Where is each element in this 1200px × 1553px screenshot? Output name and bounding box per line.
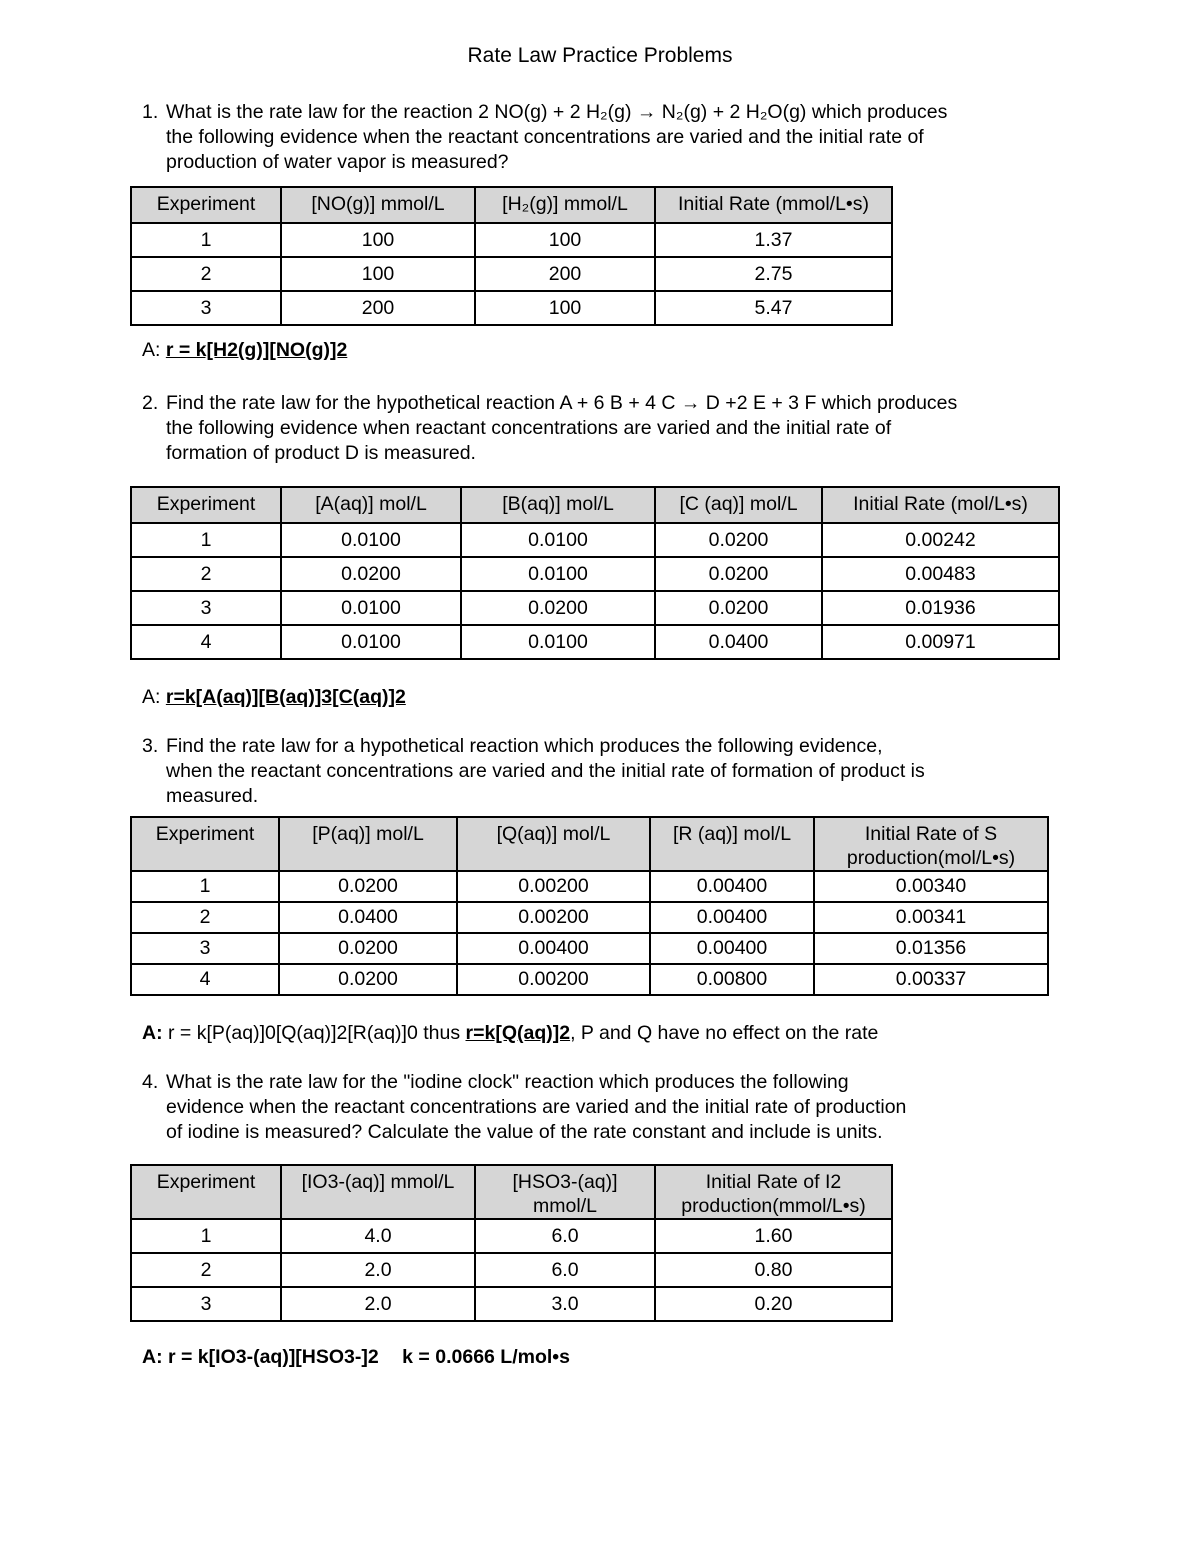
table-cell: 2 — [131, 902, 279, 933]
table-cell: 3 — [131, 591, 281, 625]
table-row — [131, 902, 1048, 933]
answer-label: A: — [142, 686, 161, 708]
table-cell: 2 — [131, 257, 281, 291]
data-table-2 — [130, 486, 1060, 660]
table-cell: 3.0 — [475, 1287, 655, 1321]
question-number: 4. — [142, 1071, 159, 1093]
table-row — [131, 625, 1059, 659]
table-row — [131, 291, 892, 325]
question-2 — [142, 391, 1182, 471]
answer-label: A: — [142, 1022, 163, 1044]
answer-value: r = k[H2(g)][NO(g)]2 — [165, 339, 348, 361]
question-line: Find the rate law for a hypothetical reaction which produces the following evidence, — [166, 735, 883, 757]
question-line: What is the rate law for the "iodine clock" reaction which produces the following — [166, 1071, 849, 1093]
table-cell: 6.0 — [475, 1219, 655, 1253]
header-line: Initial Rate of S — [864, 823, 998, 845]
table-cell: 0.0400 — [655, 625, 822, 659]
question-line: when the reactant concentrations are varied and the initial rate of formation of product is — [166, 760, 925, 782]
table-cell: 2.75 — [655, 257, 892, 291]
table-cell: 4.0 — [281, 1219, 475, 1253]
table-cell: 0.01936 — [822, 591, 1059, 625]
question-line: the following evidence when the reactant concentrations are varied and the initial rate of — [166, 126, 924, 148]
table-row — [131, 523, 1059, 557]
question-line: formation of product D is measured. — [166, 442, 476, 464]
question-line: of iodine is measured? Calculate the value of the rate constant and include is units. — [166, 1121, 883, 1143]
table-cell: 0.20 — [655, 1287, 892, 1321]
header-line: Initial Rate of I2 — [705, 1171, 842, 1193]
question-line: the following evidence when reactant concentrations are varied and the initial rate of — [166, 417, 892, 439]
table-cell: 0.0200 — [655, 557, 822, 591]
table-cell: 0.0200 — [655, 591, 822, 625]
question-4 — [142, 1070, 1182, 1150]
column-header: [P(aq)] mol/L — [279, 817, 457, 871]
table-cell: 0.00483 — [822, 557, 1059, 591]
column-header: [H₂(g)] mmol/L — [475, 187, 655, 223]
table-cell: 100 — [281, 223, 475, 257]
table-row — [131, 933, 1048, 964]
column-header: [Q(aq)] mol/L — [457, 817, 650, 871]
column-header: [A(aq)] mol/L — [281, 487, 461, 523]
column-header: [C (aq)] mol/L — [655, 487, 822, 523]
table-cell: 0.00800 — [650, 964, 814, 995]
column-header: [R (aq)] mol/L — [650, 817, 814, 871]
table-cell: 0.00200 — [457, 871, 650, 902]
table-cell: 0.0400 — [279, 902, 457, 933]
question-line: production of water vapor is measured? — [166, 151, 509, 173]
question-line: What is the rate law for the reaction 2 NO(g) + 2 H₂(g) → N₂(g) + 2 H₂O(g) which produces — [166, 101, 948, 123]
table-cell: 3 — [131, 291, 281, 325]
header-line: production(mmol/L•s) — [681, 1195, 866, 1217]
table-cell: 1 — [131, 1219, 281, 1253]
table-row — [131, 1219, 892, 1253]
table-cell: 0.00971 — [822, 625, 1059, 659]
answer-value: r=k[A(aq)][B(aq)]3[C(aq)]2 — [165, 686, 406, 708]
table-cell: 5.47 — [655, 291, 892, 325]
table-cell: 0.00337 — [814, 964, 1048, 995]
table-cell: 0.0200 — [281, 557, 461, 591]
table-cell: 0.00200 — [457, 964, 650, 995]
table-cell: 4 — [131, 625, 281, 659]
table-cell: 0.0100 — [461, 557, 655, 591]
rate-constant: k = 0.0666 L/mol•s — [402, 1346, 570, 1368]
page-title: Rate Law Practice Problems — [467, 44, 733, 67]
table-cell: 0.0100 — [281, 625, 461, 659]
answer-value: r=k[Q(aq)]2 — [465, 1022, 571, 1044]
table-cell: 0.00400 — [650, 933, 814, 964]
table-cell: 2.0 — [281, 1287, 475, 1321]
column-header — [814, 817, 1048, 871]
question-1 — [142, 100, 1182, 180]
answer-1 — [142, 338, 347, 362]
data-table-3 — [130, 816, 1049, 996]
table-cell: 200 — [475, 257, 655, 291]
table-cell: 1 — [131, 223, 281, 257]
table-cell: 0.00340 — [814, 871, 1048, 902]
table-cell: 0.0100 — [281, 591, 461, 625]
table-row — [131, 257, 892, 291]
table-cell: 0.00200 — [457, 902, 650, 933]
table-cell: 0.0200 — [279, 933, 457, 964]
question-number: 2. — [142, 392, 159, 414]
header-line: mmol/L — [533, 1195, 597, 1217]
table-cell: 6.0 — [475, 1253, 655, 1287]
data-table-4 — [130, 1164, 893, 1322]
table-cell: 0.0200 — [655, 523, 822, 557]
column-header — [655, 1165, 892, 1219]
table-row — [131, 1253, 892, 1287]
table-cell: 0.80 — [655, 1253, 892, 1287]
table-cell: 2 — [131, 557, 281, 591]
table-row — [131, 964, 1048, 995]
answer-working: r = k[P(aq)]0[Q(aq)]2[R(aq)]0 thus — [168, 1022, 461, 1044]
table-cell: 100 — [281, 257, 475, 291]
table-cell: 0.01356 — [814, 933, 1048, 964]
answer-3 — [142, 1021, 878, 1045]
header-line: [HSO3-(aq)] — [512, 1171, 618, 1193]
question-line: evidence when the reactant concentrations are varied and the initial rate of production — [166, 1096, 907, 1118]
column-header: Experiment — [131, 187, 281, 223]
table-cell: 0.00341 — [814, 902, 1048, 933]
column-header: [NO(g)] mmol/L — [281, 187, 475, 223]
question-line: measured. — [166, 785, 259, 807]
table-cell: 2 — [131, 1253, 281, 1287]
table-cell: 200 — [281, 291, 475, 325]
table-row — [131, 1287, 892, 1321]
column-header: Initial Rate (mol/L•s) — [822, 487, 1059, 523]
table-cell: 1.60 — [655, 1219, 892, 1253]
table-cell: 100 — [475, 223, 655, 257]
table-cell: 0.00400 — [650, 871, 814, 902]
answer-2 — [142, 685, 406, 709]
column-header: [B(aq)] mol/L — [461, 487, 655, 523]
column-header: Experiment — [131, 1165, 281, 1219]
table-cell: 0.00400 — [650, 902, 814, 933]
data-table-1 — [130, 186, 893, 326]
table-cell: 0.0200 — [279, 964, 457, 995]
table-cell: 0.00242 — [822, 523, 1059, 557]
column-header — [475, 1165, 655, 1219]
table-cell: 0.0200 — [461, 591, 655, 625]
table-cell: 3 — [131, 933, 279, 964]
table-cell: 4 — [131, 964, 279, 995]
answer-label: A: — [142, 339, 161, 361]
table-cell: 1 — [131, 523, 281, 557]
table-cell: 0.00400 — [457, 933, 650, 964]
table-row — [131, 557, 1059, 591]
table-cell: 0.0100 — [281, 523, 461, 557]
table-cell: 1 — [131, 871, 279, 902]
table-cell: 0.0100 — [461, 625, 655, 659]
question-number: 1. — [142, 101, 159, 123]
answer-value: r = k[IO3-(aq)][HSO3-]2 — [168, 1346, 379, 1368]
column-header: [IO3-(aq)] mmol/L — [281, 1165, 475, 1219]
column-header: Initial Rate (mmol/L•s) — [655, 187, 892, 223]
question-3 — [142, 734, 1182, 814]
question-line: Find the rate law for the hypothetical reaction A + 6 B + 4 C → D +2 E + 3 F which produces — [166, 392, 958, 414]
table-row — [131, 223, 892, 257]
table-cell: 3 — [131, 1287, 281, 1321]
table-cell: 1.37 — [655, 223, 892, 257]
answer-label: A: — [142, 1346, 163, 1368]
column-header: Experiment — [131, 487, 281, 523]
table-cell: 100 — [475, 291, 655, 325]
question-number: 3. — [142, 735, 159, 757]
answer-4 — [142, 1345, 570, 1369]
table-cell: 0.0200 — [279, 871, 457, 902]
answer-note: , P and Q have no effect on the rate — [570, 1022, 879, 1044]
column-header: Experiment — [131, 817, 279, 871]
header-line: production(mol/L•s) — [846, 847, 1016, 869]
table-cell: 2.0 — [281, 1253, 475, 1287]
table-row — [131, 591, 1059, 625]
table-row — [131, 871, 1048, 902]
table-cell: 0.0100 — [461, 523, 655, 557]
